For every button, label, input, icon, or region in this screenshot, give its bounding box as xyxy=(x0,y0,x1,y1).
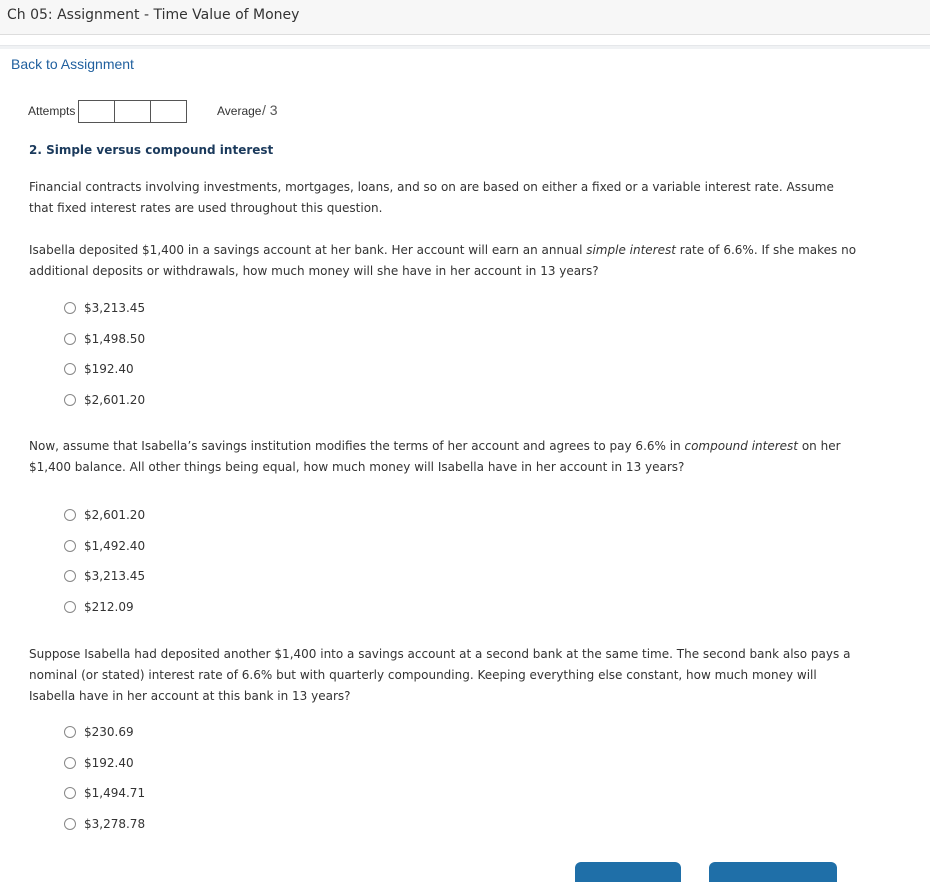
question-intro: Financial contracts involving investments, mortgages, loans, and so on are based on either a fixed or a variable interest rate. Assume that fixed interest rates are used throughout this question. xyxy=(29,180,834,215)
answer-option[interactable] xyxy=(64,748,145,779)
header-divider xyxy=(0,45,930,49)
part-1-options xyxy=(64,293,145,415)
radio-button[interactable] xyxy=(64,601,76,613)
answer-option[interactable] xyxy=(64,717,145,748)
option-label: $212.09 xyxy=(84,599,134,614)
option-label: $2,601.20 xyxy=(84,392,146,407)
attempt-box xyxy=(150,100,187,123)
answer-option[interactable] xyxy=(64,385,145,416)
answer-option[interactable] xyxy=(64,500,145,531)
option-label: $2,601.20 xyxy=(84,508,146,523)
part-3-options xyxy=(64,717,145,839)
question-title: 2. Simple versus compound interest xyxy=(29,143,274,157)
option-label: $1,498.50 xyxy=(84,331,146,346)
radio-button[interactable] xyxy=(64,570,76,582)
answer-option[interactable] xyxy=(64,592,145,623)
answer-option[interactable] xyxy=(64,809,145,840)
radio-button[interactable] xyxy=(64,302,76,314)
part-2-options xyxy=(64,500,145,622)
part-1-prompt: Isabella deposited $1,400 in a savings account at her bank. Her account will earn an annual simple interest rate of 6.6%. If she makes no additional deposits or withdrawals, how much money will she have in her account in 13 years? xyxy=(29,243,857,278)
assignment-title: Ch 05: Assignment - Time Value of Money xyxy=(7,7,300,23)
footer-button-left[interactable] xyxy=(575,862,681,882)
attempt-box xyxy=(78,100,115,123)
answer-option[interactable] xyxy=(64,778,145,809)
part-3-prompt: Suppose Isabella had deposited another $1,400 into a savings account at a second bank at the same time. The second bank also pays a nominal (or stated) interest rate of 6.6% but with quarterly compounding. Keeping everything else constant, how much money will Isabella have in her account at this bank in 13 years? xyxy=(29,647,851,703)
radio-button[interactable] xyxy=(64,757,76,769)
attempt-box xyxy=(114,100,151,123)
radio-button[interactable] xyxy=(64,726,76,738)
answer-option[interactable] xyxy=(64,531,145,562)
radio-button[interactable] xyxy=(64,363,76,375)
option-label: $1,492.40 xyxy=(84,538,146,553)
answer-option[interactable] xyxy=(64,324,145,355)
radio-button[interactable] xyxy=(64,818,76,830)
radio-button[interactable] xyxy=(64,333,76,345)
option-label: $192.40 xyxy=(84,755,134,770)
part-2-prompt: Now, assume that Isabella’s savings institution modifies the terms of her account and agrees to pay 6.6% in compound interest on her $1,400 balance. All other things being equal, how much money will Isabella have in her account in 13 years? xyxy=(29,439,841,474)
answer-option[interactable] xyxy=(64,561,145,592)
page-header xyxy=(0,0,930,35)
answer-option[interactable] xyxy=(64,293,145,324)
attempt-boxes xyxy=(78,100,186,123)
attempts-label: Attempts xyxy=(28,104,76,118)
radio-button[interactable] xyxy=(64,540,76,552)
average-total: / 3 xyxy=(262,102,278,118)
option-label: $3,213.45 xyxy=(84,301,146,316)
option-label: $192.40 xyxy=(84,362,134,377)
average-label: Average xyxy=(217,104,262,118)
option-label: $3,278.78 xyxy=(84,816,146,831)
footer-button-right[interactable] xyxy=(709,862,837,882)
radio-button[interactable] xyxy=(64,394,76,406)
answer-option[interactable] xyxy=(64,354,145,385)
option-label: $3,213.45 xyxy=(84,569,146,584)
radio-button[interactable] xyxy=(64,509,76,521)
back-to-assignment-link[interactable]: Back to Assignment xyxy=(11,56,134,72)
radio-button[interactable] xyxy=(64,787,76,799)
option-label: $230.69 xyxy=(84,725,134,740)
option-label: $1,494.71 xyxy=(84,786,146,801)
